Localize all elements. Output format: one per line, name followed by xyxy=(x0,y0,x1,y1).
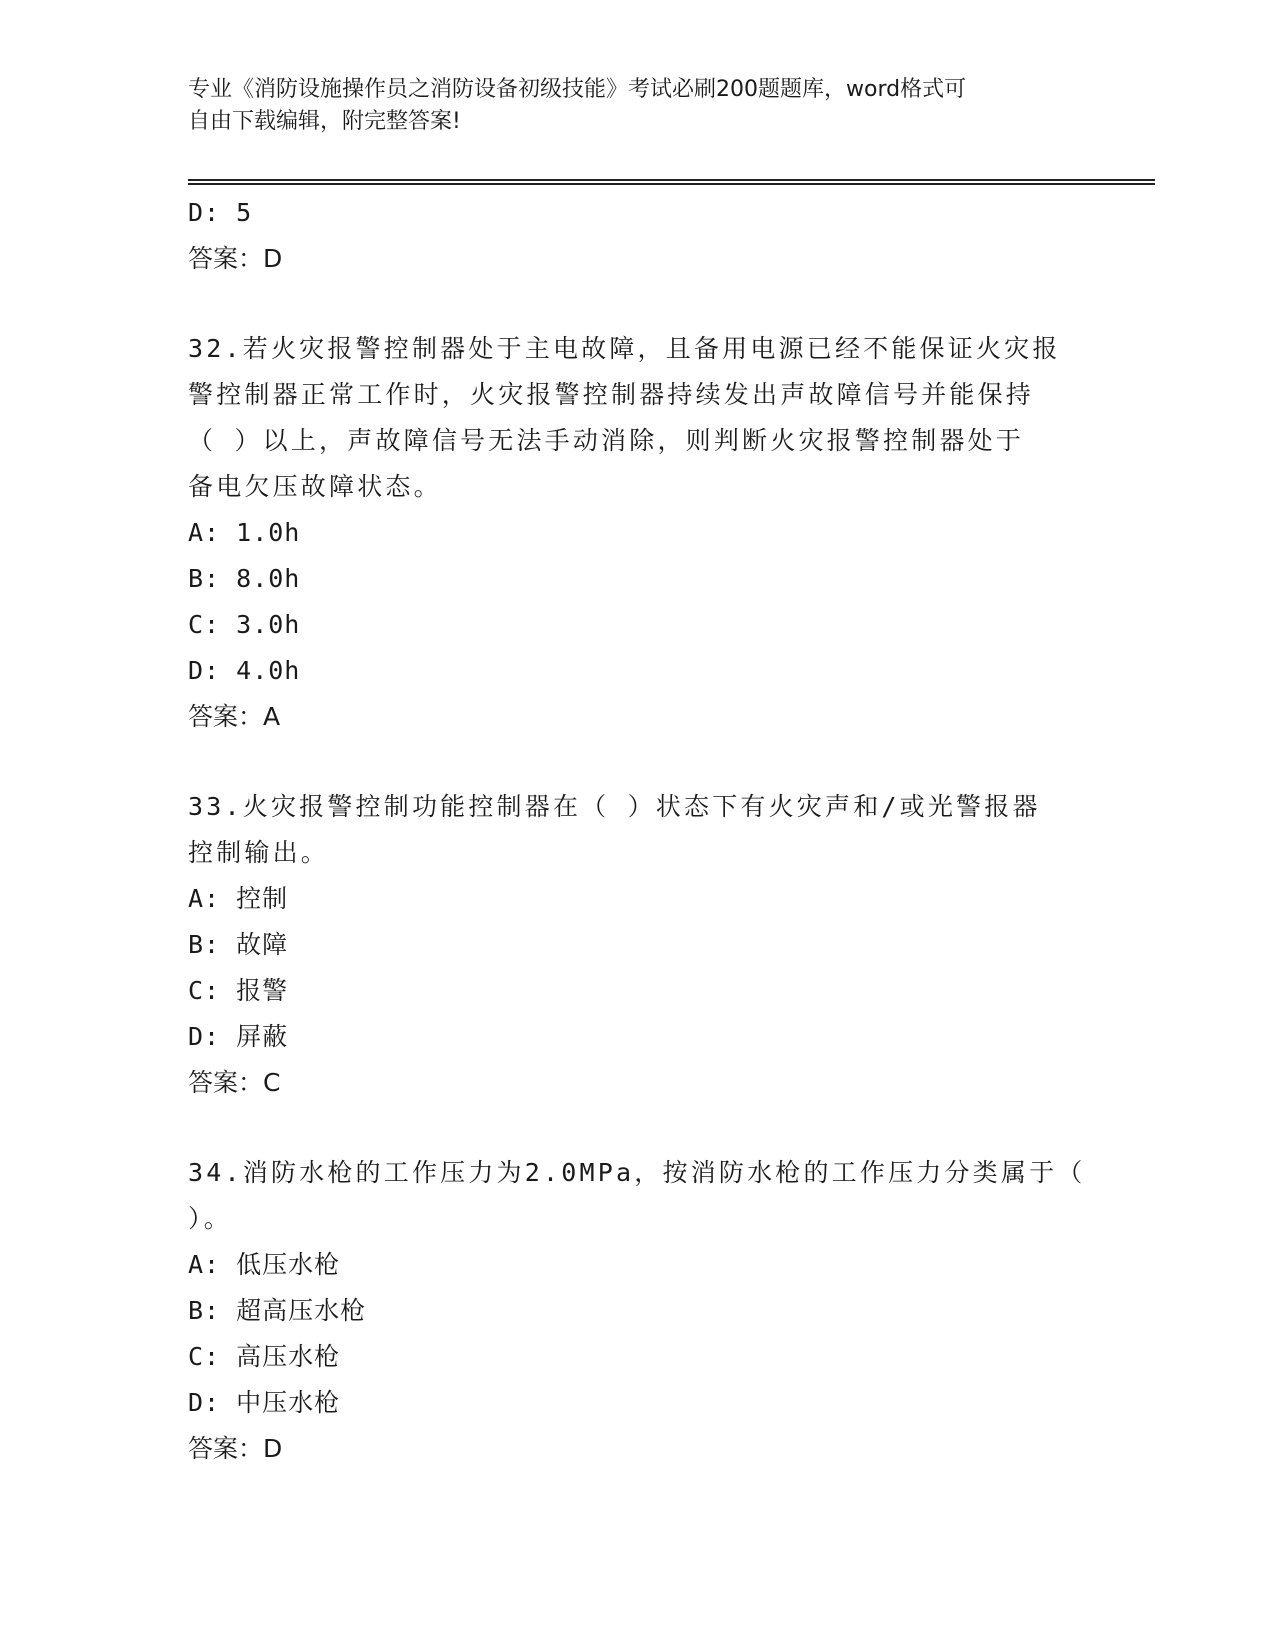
question-stem-line: 34.消防水枪的工作压力为2.0MPa，按消防水枪的工作压力分类属于（ xyxy=(188,1158,1086,1187)
header-line-1: 专业《消防设施操作员之消防设备初级技能》考试必刷200题题库，word格式可 xyxy=(188,77,967,102)
option-c: C: 报警 xyxy=(188,976,289,1005)
question-stem-line: （ ）以上，声故障信号无法手动消除，则判断火灾报警控制器处于 xyxy=(188,426,1025,455)
answer-line: 答案：D xyxy=(188,244,283,273)
question-list xyxy=(188,190,1088,1472)
option-b: B: 超高压水枪 xyxy=(188,1296,367,1325)
option-a: A: 控制 xyxy=(188,884,289,913)
question-stem-line: ）。 xyxy=(188,1204,232,1233)
question-33 xyxy=(188,784,1088,1106)
header-divider-top xyxy=(188,179,1155,181)
option-d: D: 4.0h xyxy=(188,656,301,685)
option-d: D: 中压水枪 xyxy=(188,1388,341,1417)
option-b: B: 故障 xyxy=(188,930,289,959)
answer-line: 答案：D xyxy=(188,1434,283,1463)
question-stem-line: 32.若火灾报警控制器处于主电故障，且备用电源已经不能保证火灾报 xyxy=(188,334,1061,363)
header-divider-bottom xyxy=(188,183,1155,185)
answer-line: 答案：A xyxy=(188,702,281,731)
option-d: D: 5 xyxy=(188,198,253,227)
question-34 xyxy=(188,1150,1088,1472)
question-stem-line: 控制输出。 xyxy=(188,838,330,867)
question-stem-line: 33.火灾报警控制功能控制器在（ ）状态下有火灾声和/或光警报器 xyxy=(188,792,1041,821)
question-stem-line: 警控制器正常工作时，火灾报警控制器持续发出声故障信号并能保持 xyxy=(188,380,1035,409)
question-32 xyxy=(188,326,1088,740)
option-d: D: 屏蔽 xyxy=(188,1022,289,1051)
previous-question-tail xyxy=(188,190,1088,282)
option-b: B: 8.0h xyxy=(188,564,301,593)
option-a: A: 低压水枪 xyxy=(188,1250,341,1279)
option-a: A: 1.0h xyxy=(188,518,301,547)
answer-line: 答案：C xyxy=(188,1068,281,1097)
option-c: C: 高压水枪 xyxy=(188,1342,341,1371)
option-c: C: 3.0h xyxy=(188,610,301,639)
document-header xyxy=(188,74,1088,138)
header-line-2: 自由下载编辑，附完整答案! xyxy=(188,109,461,134)
question-stem-line: 备电欠压故障状态。 xyxy=(188,472,442,501)
